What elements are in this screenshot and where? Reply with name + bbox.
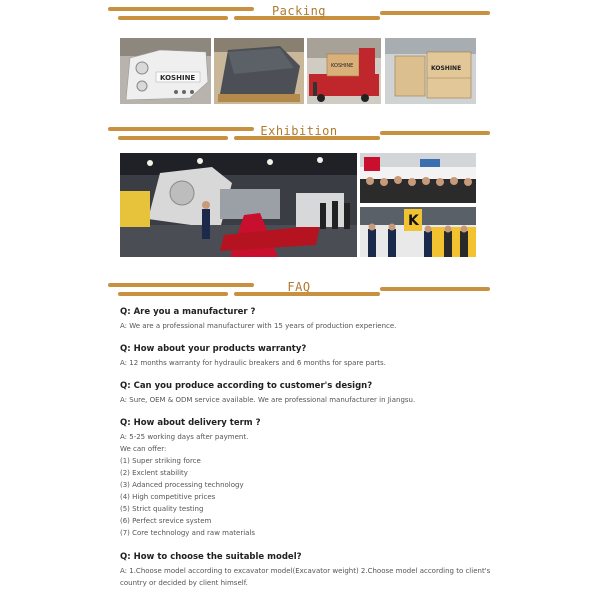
faq-item [120, 381, 492, 406]
exhibition-header [108, 124, 490, 148]
section-title: Exhibition [260, 124, 338, 138]
exhibition-photo-stage [120, 153, 357, 257]
offer-intro: We can offer: [120, 445, 167, 453]
faq-answer: A: 12 months warranty for hydraulic breakers and 6 months for spare parts. [120, 359, 386, 367]
faq-header [108, 280, 490, 304]
offer-item: (6) Perfect srevice system [120, 517, 212, 525]
faq-answer: A: Sure, OEM & ODM service available. We are professional manufacturer in Jiangsu. [120, 396, 416, 404]
packing-photo-breaker [120, 38, 211, 104]
faq-item [120, 307, 492, 332]
section-title: FAQ [287, 280, 311, 294]
packing-photo-wrapped [214, 38, 304, 104]
brand-logo-text: KOSHINE [431, 65, 462, 72]
offer-item: (1) Super striking force [120, 457, 201, 465]
brand-k-letter: K [408, 213, 419, 229]
offer-item: (4) High competitive prices [120, 493, 216, 501]
packing-header [108, 4, 490, 28]
faq-question: Q: Are you a manufacturer ? [120, 307, 256, 317]
faq-question: Q: How about delivery term ? [120, 418, 261, 428]
offer-item: (3) Adanced processing technology [120, 481, 244, 489]
offer-item: (7) Core technology and raw materials [120, 529, 256, 537]
faq-item [120, 344, 492, 369]
faq-question: Q: Can you produce according to customer's design? [120, 381, 373, 391]
faq-item [120, 418, 492, 539]
packing-photo-truck [307, 38, 381, 104]
faq-answer: A: 1.Choose model according to excavator model(Excavator weight) 2.Choose model according to client's country or decided by client himself. [120, 567, 491, 587]
faq-item [120, 552, 492, 589]
faq-question: Q: How about your products warranty? [120, 344, 307, 354]
brand-logo-text: KOSHINE [160, 74, 196, 82]
faq-answer: A: 5-25 working days after payment. [120, 433, 249, 441]
faq-answer: A: We are a professional manufacturer with 15 years of production experience. [120, 322, 397, 330]
faq-question: Q: How to choose the suitable model? [120, 552, 302, 562]
exhibition-photo-crowd [360, 153, 476, 203]
offer-item: (5) Strict quality testing [120, 505, 204, 513]
brand-logo-text: KOSHINE [331, 63, 354, 69]
offer-item: (2) Exclent stability [120, 469, 188, 477]
section-title: Packing [271, 4, 327, 18]
packing-photo-crates [385, 38, 476, 104]
exhibition-photo-booth [360, 207, 476, 257]
